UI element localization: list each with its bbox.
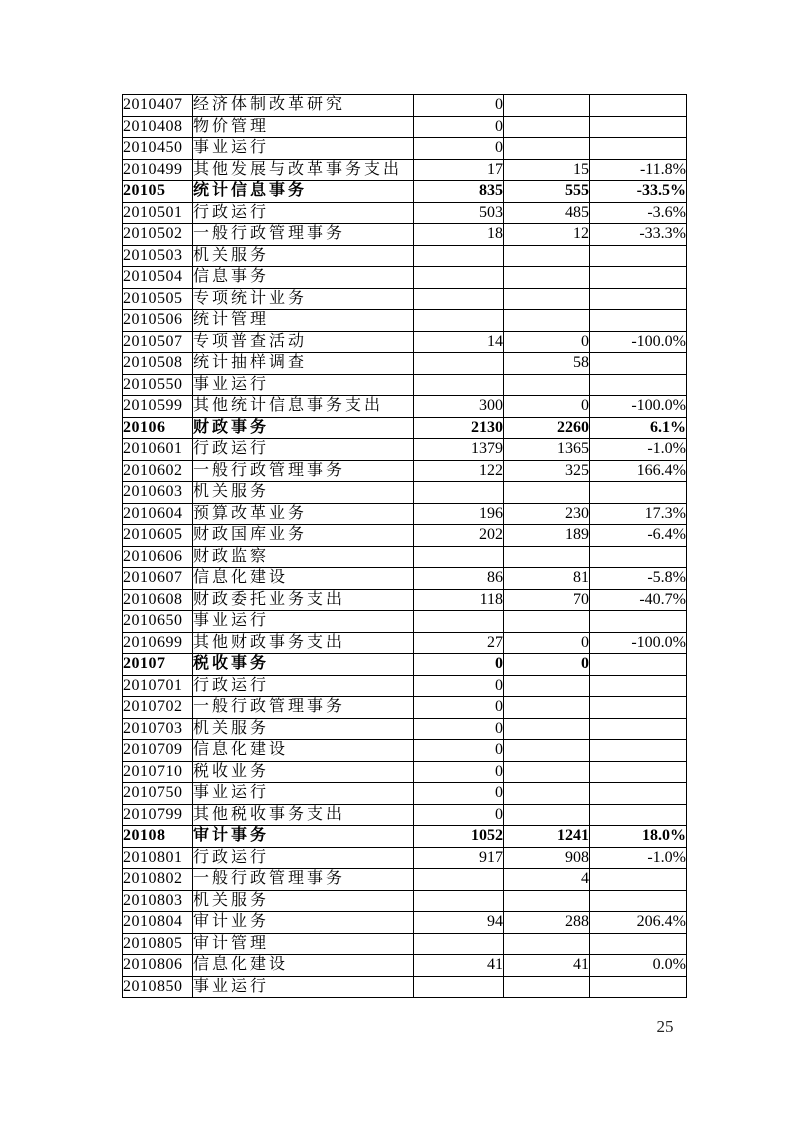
budget-row xyxy=(123,632,687,654)
change-percent-cell xyxy=(590,933,687,955)
change-percent-cell xyxy=(590,869,687,891)
final-amount-cell xyxy=(504,718,590,740)
final-amount-cell xyxy=(504,116,590,138)
subject-code-cell: 2010750 xyxy=(123,783,193,805)
subject-code-cell: 2010602 xyxy=(123,460,193,482)
change-percent-cell: -6.4% xyxy=(590,525,687,547)
subject-name-cell: 财政监察 xyxy=(193,546,414,568)
budget-amount-cell: 0 xyxy=(414,718,504,740)
subject-code-cell: 2010703 xyxy=(123,718,193,740)
change-percent-cell: -40.7% xyxy=(590,589,687,611)
final-amount-cell xyxy=(504,783,590,805)
subject-name-cell: 机关服务 xyxy=(193,718,414,740)
budget-table-body xyxy=(123,95,687,998)
final-amount-cell xyxy=(504,482,590,504)
subject-code-cell: 2010806 xyxy=(123,955,193,977)
subject-code-cell: 2010799 xyxy=(123,804,193,826)
subject-name-cell: 一般行政管理事务 xyxy=(193,460,414,482)
subject-name-cell: 统计抽样调查 xyxy=(193,353,414,375)
subject-code-cell: 2010603 xyxy=(123,482,193,504)
change-percent-cell xyxy=(590,675,687,697)
budget-amount-cell: 2130 xyxy=(414,417,504,439)
budget-row xyxy=(123,869,687,891)
final-amount-cell xyxy=(504,288,590,310)
change-percent-cell xyxy=(590,546,687,568)
budget-amount-cell xyxy=(414,353,504,375)
budget-amount-cell xyxy=(414,267,504,289)
budget-row xyxy=(123,847,687,869)
change-percent-cell xyxy=(590,267,687,289)
subject-code-cell: 2010606 xyxy=(123,546,193,568)
subject-name-cell: 行政运行 xyxy=(193,675,414,697)
subject-code-cell: 2010850 xyxy=(123,976,193,998)
subject-code-cell: 2010605 xyxy=(123,525,193,547)
final-amount-cell xyxy=(504,675,590,697)
subject-name-cell: 信息化建设 xyxy=(193,740,414,762)
change-percent-cell xyxy=(590,740,687,762)
subject-code-cell: 2010550 xyxy=(123,374,193,396)
subject-code-cell: 2010506 xyxy=(123,310,193,332)
subject-name-cell: 事业运行 xyxy=(193,976,414,998)
final-amount-cell xyxy=(504,310,590,332)
budget-amount-cell: 86 xyxy=(414,568,504,590)
final-amount-cell xyxy=(504,740,590,762)
budget-amount-cell: 0 xyxy=(414,95,504,117)
budget-row xyxy=(123,181,687,203)
subject-name-cell: 专项统计业务 xyxy=(193,288,414,310)
subject-name-cell: 财政委托业务支出 xyxy=(193,589,414,611)
final-amount-cell: 41 xyxy=(504,955,590,977)
budget-row xyxy=(123,697,687,719)
change-percent-cell: -100.0% xyxy=(590,396,687,418)
change-percent-cell: -33.5% xyxy=(590,181,687,203)
budget-row xyxy=(123,417,687,439)
subject-code-cell: 2010501 xyxy=(123,202,193,224)
subject-code-cell: 2010407 xyxy=(123,95,193,117)
final-amount-cell: 325 xyxy=(504,460,590,482)
final-amount-cell xyxy=(504,890,590,912)
subject-name-cell: 财政事务 xyxy=(193,417,414,439)
subject-name-cell: 信息事务 xyxy=(193,267,414,289)
change-percent-cell: -100.0% xyxy=(590,331,687,353)
subject-code-cell: 2010803 xyxy=(123,890,193,912)
subject-code-cell: 2010801 xyxy=(123,847,193,869)
subject-code-cell: 2010607 xyxy=(123,568,193,590)
subject-code-cell: 2010608 xyxy=(123,589,193,611)
budget-amount-cell: 17 xyxy=(414,159,504,181)
subject-name-cell: 其他发展与改革事务支出 xyxy=(193,159,414,181)
budget-row xyxy=(123,224,687,246)
subject-name-cell: 机关服务 xyxy=(193,245,414,267)
budget-amount-cell xyxy=(414,482,504,504)
subject-name-cell: 统计信息事务 xyxy=(193,181,414,203)
subject-code-cell: 2010601 xyxy=(123,439,193,461)
budget-row xyxy=(123,460,687,482)
budget-row xyxy=(123,890,687,912)
change-percent-cell xyxy=(590,138,687,160)
final-amount-cell: 58 xyxy=(504,353,590,375)
final-amount-cell: 189 xyxy=(504,525,590,547)
change-percent-cell: 6.1% xyxy=(590,417,687,439)
final-amount-cell xyxy=(504,761,590,783)
change-percent-cell xyxy=(590,976,687,998)
subject-code-cell: 2010499 xyxy=(123,159,193,181)
budget-amount-cell xyxy=(414,611,504,633)
budget-row xyxy=(123,611,687,633)
budget-amount-cell: 122 xyxy=(414,460,504,482)
budget-amount-cell: 202 xyxy=(414,525,504,547)
budget-row xyxy=(123,95,687,117)
final-amount-cell: 1365 xyxy=(504,439,590,461)
final-amount-cell: 4 xyxy=(504,869,590,891)
budget-amount-cell: 503 xyxy=(414,202,504,224)
subject-name-cell: 一般行政管理事务 xyxy=(193,224,414,246)
change-percent-cell xyxy=(590,310,687,332)
final-amount-cell: 12 xyxy=(504,224,590,246)
change-percent-cell xyxy=(590,697,687,719)
final-amount-cell: 288 xyxy=(504,912,590,934)
final-amount-cell: 908 xyxy=(504,847,590,869)
subject-name-cell: 统计管理 xyxy=(193,310,414,332)
subject-name-cell: 税收业务 xyxy=(193,761,414,783)
subject-code-cell: 20107 xyxy=(123,654,193,676)
budget-row xyxy=(123,783,687,805)
final-amount-cell: 555 xyxy=(504,181,590,203)
budget-row xyxy=(123,267,687,289)
budget-row xyxy=(123,503,687,525)
budget-row xyxy=(123,202,687,224)
change-percent-cell: 17.3% xyxy=(590,503,687,525)
budget-row xyxy=(123,675,687,697)
budget-row xyxy=(123,568,687,590)
final-amount-cell xyxy=(504,374,590,396)
change-percent-cell xyxy=(590,611,687,633)
budget-row xyxy=(123,159,687,181)
budget-row xyxy=(123,546,687,568)
subject-name-cell: 其他财政事务支出 xyxy=(193,632,414,654)
subject-code-cell: 2010709 xyxy=(123,740,193,762)
budget-amount-cell: 14 xyxy=(414,331,504,353)
budget-amount-cell: 300 xyxy=(414,396,504,418)
subject-code-cell: 2010508 xyxy=(123,353,193,375)
final-amount-cell xyxy=(504,245,590,267)
budget-amount-cell: 1052 xyxy=(414,826,504,848)
budget-amount-cell xyxy=(414,976,504,998)
subject-code-cell: 2010504 xyxy=(123,267,193,289)
change-percent-cell: -1.0% xyxy=(590,847,687,869)
budget-amount-cell: 0 xyxy=(414,804,504,826)
final-amount-cell: 485 xyxy=(504,202,590,224)
final-amount-cell: 230 xyxy=(504,503,590,525)
budget-row xyxy=(123,933,687,955)
final-amount-cell: 15 xyxy=(504,159,590,181)
budget-row xyxy=(123,912,687,934)
subject-name-cell: 专项普查活动 xyxy=(193,331,414,353)
change-percent-cell: -33.3% xyxy=(590,224,687,246)
change-percent-cell xyxy=(590,245,687,267)
change-percent-cell xyxy=(590,718,687,740)
subject-code-cell: 2010502 xyxy=(123,224,193,246)
budget-row xyxy=(123,138,687,160)
budget-row xyxy=(123,331,687,353)
final-amount-cell xyxy=(504,138,590,160)
change-percent-cell xyxy=(590,890,687,912)
subject-code-cell: 2010505 xyxy=(123,288,193,310)
change-percent-cell xyxy=(590,353,687,375)
subject-code-cell: 2010450 xyxy=(123,138,193,160)
subject-name-cell: 信息化建设 xyxy=(193,955,414,977)
subject-name-cell: 一般行政管理事务 xyxy=(193,869,414,891)
subject-name-cell: 事业运行 xyxy=(193,138,414,160)
final-amount-cell: 70 xyxy=(504,589,590,611)
change-percent-cell: -11.8% xyxy=(590,159,687,181)
budget-row xyxy=(123,374,687,396)
budget-row xyxy=(123,288,687,310)
budget-amount-cell: 18 xyxy=(414,224,504,246)
budget-row xyxy=(123,804,687,826)
budget-amount-cell xyxy=(414,374,504,396)
change-percent-cell xyxy=(590,761,687,783)
subject-name-cell: 一般行政管理事务 xyxy=(193,697,414,719)
final-amount-cell: 1241 xyxy=(504,826,590,848)
budget-amount-cell: 917 xyxy=(414,847,504,869)
subject-name-cell: 事业运行 xyxy=(193,374,414,396)
final-amount-cell xyxy=(504,611,590,633)
final-amount-cell: 0 xyxy=(504,331,590,353)
subject-name-cell: 机关服务 xyxy=(193,482,414,504)
final-amount-cell xyxy=(504,976,590,998)
budget-amount-cell: 0 xyxy=(414,675,504,697)
budget-amount-cell: 27 xyxy=(414,632,504,654)
change-percent-cell xyxy=(590,482,687,504)
budget-row xyxy=(123,396,687,418)
budget-row xyxy=(123,718,687,740)
subject-code-cell: 2010702 xyxy=(123,697,193,719)
subject-name-cell: 行政运行 xyxy=(193,202,414,224)
final-amount-cell xyxy=(504,697,590,719)
change-percent-cell xyxy=(590,654,687,676)
budget-amount-cell: 0 xyxy=(414,761,504,783)
subject-code-cell: 2010699 xyxy=(123,632,193,654)
subject-name-cell: 事业运行 xyxy=(193,783,414,805)
change-percent-cell xyxy=(590,783,687,805)
subject-code-cell: 2010701 xyxy=(123,675,193,697)
subject-name-cell: 经济体制改革研究 xyxy=(193,95,414,117)
subject-code-cell: 2010503 xyxy=(123,245,193,267)
budget-amount-cell: 118 xyxy=(414,589,504,611)
budget-row xyxy=(123,976,687,998)
final-amount-cell xyxy=(504,933,590,955)
final-amount-cell xyxy=(504,546,590,568)
change-percent-cell: -3.6% xyxy=(590,202,687,224)
subject-code-cell: 2010802 xyxy=(123,869,193,891)
subject-code-cell: 20106 xyxy=(123,417,193,439)
subject-name-cell: 行政运行 xyxy=(193,847,414,869)
change-percent-cell xyxy=(590,95,687,117)
subject-code-cell: 2010507 xyxy=(123,331,193,353)
change-percent-cell: 206.4% xyxy=(590,912,687,934)
subject-code-cell: 2010710 xyxy=(123,761,193,783)
budget-row xyxy=(123,761,687,783)
final-amount-cell: 0 xyxy=(504,396,590,418)
budget-amount-cell: 0 xyxy=(414,740,504,762)
subject-name-cell: 行政运行 xyxy=(193,439,414,461)
budget-row xyxy=(123,482,687,504)
change-percent-cell: 166.4% xyxy=(590,460,687,482)
budget-amount-cell: 0 xyxy=(414,697,504,719)
budget-row xyxy=(123,245,687,267)
subject-name-cell: 其他统计信息事务支出 xyxy=(193,396,414,418)
budget-amount-cell: 835 xyxy=(414,181,504,203)
final-amount-cell: 0 xyxy=(504,632,590,654)
subject-name-cell: 信息化建设 xyxy=(193,568,414,590)
final-amount-cell xyxy=(504,804,590,826)
change-percent-cell: 0.0% xyxy=(590,955,687,977)
change-percent-cell: -1.0% xyxy=(590,439,687,461)
budget-amount-cell xyxy=(414,933,504,955)
subject-code-cell: 2010408 xyxy=(123,116,193,138)
subject-name-cell: 审计业务 xyxy=(193,912,414,934)
budget-row xyxy=(123,589,687,611)
subject-code-cell: 2010599 xyxy=(123,396,193,418)
subject-name-cell: 物价管理 xyxy=(193,116,414,138)
budget-row xyxy=(123,525,687,547)
final-amount-cell: 81 xyxy=(504,568,590,590)
budget-amount-cell xyxy=(414,890,504,912)
budget-amount-cell xyxy=(414,310,504,332)
budget-row xyxy=(123,116,687,138)
budget-amount-cell xyxy=(414,546,504,568)
subject-name-cell: 审计事务 xyxy=(193,826,414,848)
budget-amount-cell: 41 xyxy=(414,955,504,977)
budget-amount-cell: 0 xyxy=(414,116,504,138)
budget-row xyxy=(123,826,687,848)
budget-amount-cell: 1379 xyxy=(414,439,504,461)
subject-code-cell: 2010804 xyxy=(123,912,193,934)
subject-code-cell: 2010604 xyxy=(123,503,193,525)
subject-code-cell: 20108 xyxy=(123,826,193,848)
budget-row xyxy=(123,740,687,762)
subject-code-cell: 2010805 xyxy=(123,933,193,955)
budget-amount-cell: 0 xyxy=(414,138,504,160)
budget-amount-cell: 0 xyxy=(414,654,504,676)
budget-row xyxy=(123,439,687,461)
final-amount-cell xyxy=(504,267,590,289)
subject-name-cell: 其他税收事务支出 xyxy=(193,804,414,826)
subject-code-cell: 2010650 xyxy=(123,611,193,633)
budget-amount-cell xyxy=(414,288,504,310)
subject-name-cell: 财政国库业务 xyxy=(193,525,414,547)
page-number: 25 xyxy=(656,1017,674,1036)
budget-row xyxy=(123,353,687,375)
budget-row xyxy=(123,654,687,676)
subject-code-cell: 20105 xyxy=(123,181,193,203)
change-percent-cell: -100.0% xyxy=(590,632,687,654)
final-amount-cell xyxy=(504,95,590,117)
change-percent-cell xyxy=(590,374,687,396)
change-percent-cell: 18.0% xyxy=(590,826,687,848)
subject-name-cell: 税收事务 xyxy=(193,654,414,676)
change-percent-cell xyxy=(590,288,687,310)
budget-table xyxy=(122,94,687,998)
budget-amount-cell: 94 xyxy=(414,912,504,934)
subject-name-cell: 审计管理 xyxy=(193,933,414,955)
subject-name-cell: 机关服务 xyxy=(193,890,414,912)
subject-name-cell: 事业运行 xyxy=(193,611,414,633)
change-percent-cell: -5.8% xyxy=(590,568,687,590)
budget-amount-cell xyxy=(414,869,504,891)
budget-row xyxy=(123,955,687,977)
change-percent-cell xyxy=(590,804,687,826)
change-percent-cell xyxy=(590,116,687,138)
budget-amount-cell: 196 xyxy=(414,503,504,525)
budget-amount-cell xyxy=(414,245,504,267)
final-amount-cell: 0 xyxy=(504,654,590,676)
subject-name-cell: 预算改革业务 xyxy=(193,503,414,525)
budget-amount-cell: 0 xyxy=(414,783,504,805)
budget-row xyxy=(123,310,687,332)
final-amount-cell: 2260 xyxy=(504,417,590,439)
